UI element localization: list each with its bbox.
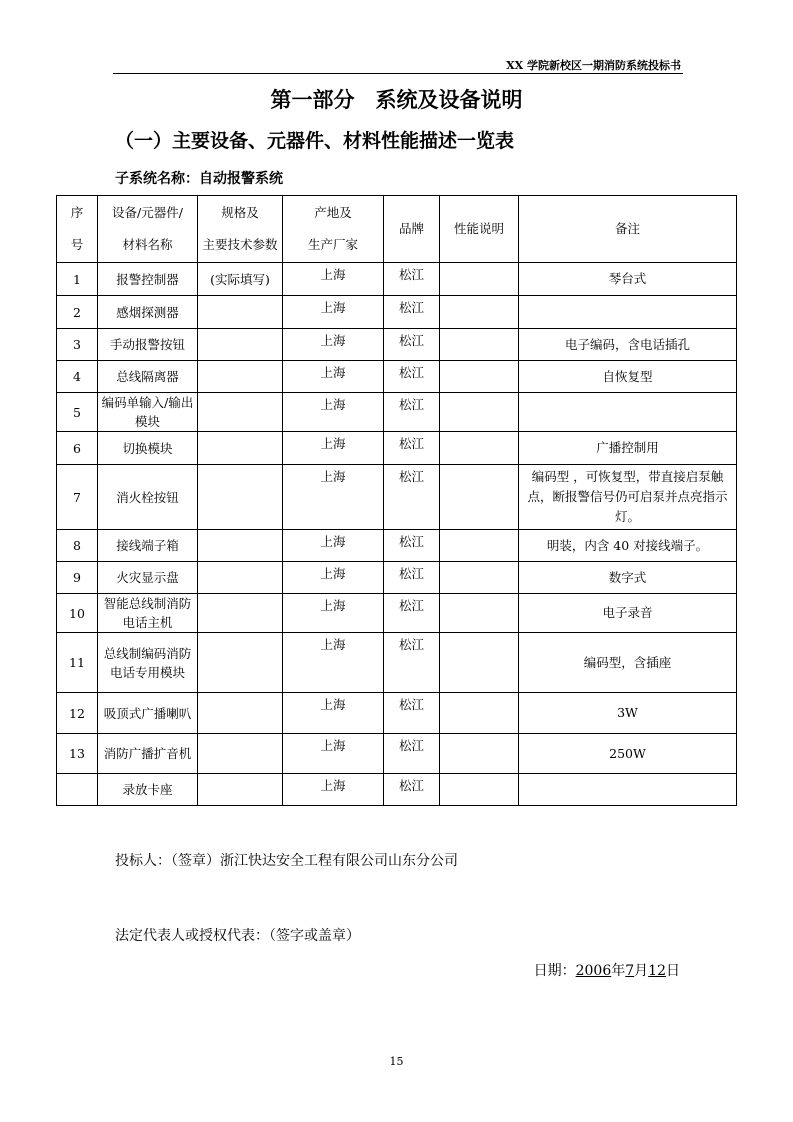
performance-cell: [440, 530, 519, 562]
origin-cell: 上海: [283, 296, 384, 329]
origin-cell: 上海: [283, 562, 384, 594]
spec-cell: [198, 530, 283, 562]
brand-cell: 松江: [384, 562, 440, 594]
spec-cell: [198, 393, 283, 432]
table-row: [57, 432, 737, 465]
page-number: 15: [389, 1055, 404, 1068]
row-number: 8: [57, 530, 98, 562]
table-row: [57, 329, 737, 361]
row-number: 2: [57, 296, 98, 329]
equipment-name: 接线端子箱: [98, 530, 198, 562]
performance-cell: [440, 432, 519, 465]
table-row: [57, 530, 737, 562]
table-row: [57, 774, 737, 806]
section-title: （一）主要设备、元器件、材料性能描述一览表: [115, 130, 515, 152]
row-number: 3: [57, 329, 98, 361]
performance-cell: [440, 465, 519, 530]
spec-cell: [198, 734, 283, 774]
note-cell: 琴台式: [519, 263, 737, 296]
col-origin: 产地及 生产厂家: [283, 196, 384, 263]
note-cell: 电子录音: [519, 594, 737, 633]
row-number: 9: [57, 562, 98, 594]
page-title: 第一部分 系统及设备说明: [270, 87, 523, 112]
performance-cell: [440, 393, 519, 432]
brand-cell: 松江: [384, 530, 440, 562]
equipment-name: 编码单输入/输出模块: [98, 393, 198, 432]
performance-cell: [440, 734, 519, 774]
col-name: 设备/元器件/ 材料名称: [98, 196, 198, 263]
note-cell: 数字式: [519, 562, 737, 594]
table-row: [57, 263, 737, 296]
note-cell: [519, 774, 737, 806]
brand-cell: 松江: [384, 734, 440, 774]
col-perf: 性能说明: [440, 196, 519, 263]
origin-cell: 上海: [283, 393, 384, 432]
date-line: 日期：2006年7月12日: [533, 963, 680, 979]
col-brand: 品牌: [384, 196, 440, 263]
brand-cell: 松江: [384, 633, 440, 693]
col-note: 备注: [519, 196, 737, 263]
equipment-name: 感烟探测器: [98, 296, 198, 329]
representative-line: 法定代表人或授权代表：（签字或盖章）: [115, 928, 360, 944]
performance-cell: [440, 693, 519, 734]
table-row: [57, 361, 737, 393]
brand-cell: 松江: [384, 465, 440, 530]
note-cell: 3W: [519, 693, 737, 734]
origin-cell: 上海: [283, 734, 384, 774]
equipment-table: [56, 195, 737, 806]
note-cell: 编码型 ，可恢复型，带直接启泵触点，断报警信号仍可启泵并点亮指示灯。: [519, 465, 737, 530]
table-row: [57, 734, 737, 774]
origin-cell: 上海: [283, 465, 384, 530]
brand-cell: 松江: [384, 361, 440, 393]
row-number: 4: [57, 361, 98, 393]
table-row: [57, 633, 737, 693]
row-number: 5: [57, 393, 98, 432]
row-number: 13: [57, 734, 98, 774]
table-header-row: [57, 196, 737, 263]
brand-cell: 松江: [384, 393, 440, 432]
performance-cell: [440, 562, 519, 594]
equipment-name: 报警控制器: [98, 263, 198, 296]
table-row: [57, 693, 737, 734]
table-row: [57, 296, 737, 329]
table-row: [57, 594, 737, 633]
spec-cell: [198, 594, 283, 633]
row-number: 1: [57, 263, 98, 296]
note-cell: 250W: [519, 734, 737, 774]
row-number: 11: [57, 633, 98, 693]
equipment-name: 吸顶式广播喇叭: [98, 693, 198, 734]
performance-cell: [440, 329, 519, 361]
spec-cell: [198, 296, 283, 329]
brand-cell: 松江: [384, 329, 440, 361]
spec-cell: [198, 633, 283, 693]
row-number: 6: [57, 432, 98, 465]
equipment-name: 消防广播扩音机: [98, 734, 198, 774]
equipment-name: 切换模块: [98, 432, 198, 465]
row-number: [57, 774, 98, 806]
brand-cell: 松江: [384, 263, 440, 296]
header-rule: [113, 73, 683, 74]
performance-cell: [440, 361, 519, 393]
brand-cell: 松江: [384, 693, 440, 734]
origin-cell: 上海: [283, 633, 384, 693]
row-number: 7: [57, 465, 98, 530]
brand-cell: 松江: [384, 296, 440, 329]
row-number: 12: [57, 693, 98, 734]
note-cell: [519, 296, 737, 329]
origin-cell: 上海: [283, 530, 384, 562]
spec-cell: [198, 329, 283, 361]
performance-cell: [440, 774, 519, 806]
subsystem-name: 子系统名称：自动报警系统: [115, 171, 283, 187]
equipment-name: 录放卡座: [98, 774, 198, 806]
performance-cell: [440, 633, 519, 693]
note-cell: [519, 393, 737, 432]
origin-cell: 上海: [283, 693, 384, 734]
equipment-name: 火灾显示盘: [98, 562, 198, 594]
table-row: [57, 393, 737, 432]
origin-cell: 上海: [283, 263, 384, 296]
origin-cell: 上海: [283, 329, 384, 361]
origin-cell: 上海: [283, 432, 384, 465]
performance-cell: [440, 296, 519, 329]
spec-cell: [198, 562, 283, 594]
spec-cell: [198, 432, 283, 465]
performance-cell: [440, 263, 519, 296]
spec-cell: [198, 693, 283, 734]
equipment-name: 消火栓按钮: [98, 465, 198, 530]
spec-cell: [198, 361, 283, 393]
equipment-name: 智能总线制消防电话主机: [98, 594, 198, 633]
note-cell: 编码型，含插座: [519, 633, 737, 693]
equipment-name: 手动报警按钮: [98, 329, 198, 361]
brand-cell: 松江: [384, 432, 440, 465]
brand-cell: 松江: [384, 594, 440, 633]
origin-cell: 上海: [283, 361, 384, 393]
performance-cell: [440, 594, 519, 633]
bidder-line: 投标人：（签章）浙江快达安全工程有限公司山东分公司: [115, 853, 458, 869]
running-header: XX 学院新校区一期消防系统投标书: [506, 59, 681, 72]
origin-cell: 上海: [283, 594, 384, 633]
spec-cell: (实际填写): [198, 263, 283, 296]
note-cell: 明装，内含 40 对接线端子。: [519, 530, 737, 562]
equipment-name: 总线制编码消防电话专用模块: [98, 633, 198, 693]
spec-cell: [198, 465, 283, 530]
note-cell: 自恢复型: [519, 361, 737, 393]
note-cell: 电子编码，含电话插孔: [519, 329, 737, 361]
row-number: 10: [57, 594, 98, 633]
col-spec: 规格及 主要技术参数: [198, 196, 283, 263]
equipment-name: 总线隔离器: [98, 361, 198, 393]
table-row: [57, 562, 737, 594]
brand-cell: 松江: [384, 774, 440, 806]
origin-cell: 上海: [283, 774, 384, 806]
spec-cell: [198, 774, 283, 806]
col-no: 序 号: [57, 196, 98, 263]
table-row: [57, 465, 737, 530]
note-cell: 广播控制用: [519, 432, 737, 465]
